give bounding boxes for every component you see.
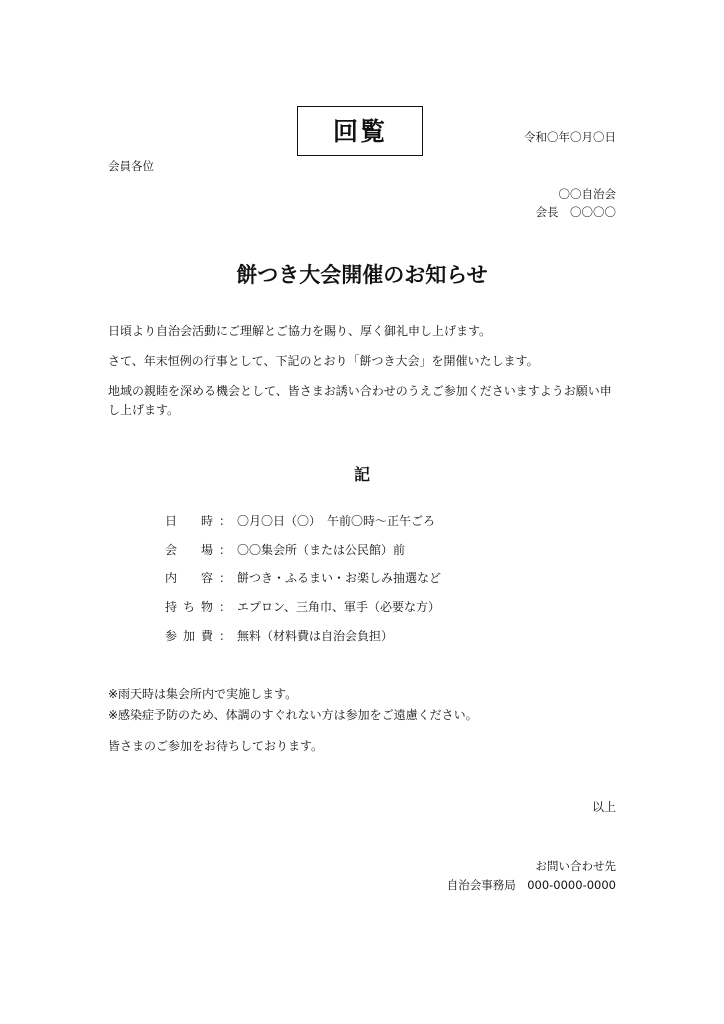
contact-phone: 000-0000-0000 bbox=[527, 878, 616, 892]
sender-organization: 〇〇自治会 bbox=[558, 187, 616, 201]
detail-value: 〇月〇日（〇） 午前〇時～正午ごろ bbox=[237, 513, 436, 528]
contact-office: 自治会事務局 bbox=[446, 878, 516, 892]
detail-label: 持ち物 bbox=[165, 599, 213, 614]
detail-row-venue bbox=[165, 540, 405, 558]
contact-line bbox=[447, 877, 616, 893]
body-paragraph-1: 日頃より自治会活動にご理解とご協力を賜り、厚く御礼申し上げます。 bbox=[108, 324, 492, 338]
note-rain: ※雨天時は集会所内で実施します。 bbox=[108, 687, 298, 701]
detail-colon: ： bbox=[218, 599, 231, 614]
recipient: 会員各位 bbox=[108, 159, 154, 173]
detail-colon: ： bbox=[218, 542, 231, 557]
detail-label: 会場 bbox=[165, 542, 213, 557]
sender-name: 会長 〇〇〇〇 bbox=[535, 205, 616, 219]
detail-value: エプロン、三角巾、軍手（必要な方） bbox=[237, 599, 441, 614]
kairan-stamp-box bbox=[297, 106, 423, 156]
closing-ijou: 以上 bbox=[591, 800, 616, 814]
detail-colon: ： bbox=[218, 628, 231, 643]
body-paragraph-3: 地域の親睦を深める機会として、皆さまお誘い合わせのうえご参加くださいますようお願い申し上げます。 bbox=[108, 384, 612, 417]
document-title: 餅つき大会開催のお知らせ bbox=[236, 263, 488, 287]
detail-row-datetime bbox=[165, 511, 435, 529]
detail-colon: ： bbox=[218, 513, 231, 528]
document-date: 令和〇年〇月〇日 bbox=[524, 130, 616, 144]
body-paragraph-2: さて、年末恒例の行事として、下記のとおり「餅つき大会」を開催いたします。 bbox=[108, 354, 539, 368]
kairan-label: 回覧 bbox=[332, 116, 387, 146]
contact-label: お問い合わせ先 bbox=[535, 859, 616, 873]
detail-label: 参加費 bbox=[165, 628, 213, 643]
detail-row-content bbox=[165, 568, 441, 586]
detail-label: 日時 bbox=[165, 513, 213, 528]
detail-row-fee bbox=[165, 626, 393, 644]
detail-colon: ： bbox=[218, 570, 231, 585]
note-invitation: 皆さまのご参加をお待ちしております。 bbox=[108, 739, 324, 753]
detail-value: 〇〇集会所（または公民館）前 bbox=[237, 542, 406, 557]
detail-value: 無料（材料費は自治会負担） bbox=[237, 628, 394, 643]
detail-label: 内容 bbox=[165, 570, 213, 585]
note-health: ※感染症予防のため、体調のすぐれない方は参加をご遠慮ください。 bbox=[108, 708, 478, 722]
detail-row-belongings bbox=[165, 597, 440, 615]
ki-heading: 記 bbox=[353, 465, 370, 484]
detail-value: 餅つき・ふるまい・お楽しみ抽選など bbox=[237, 570, 442, 585]
